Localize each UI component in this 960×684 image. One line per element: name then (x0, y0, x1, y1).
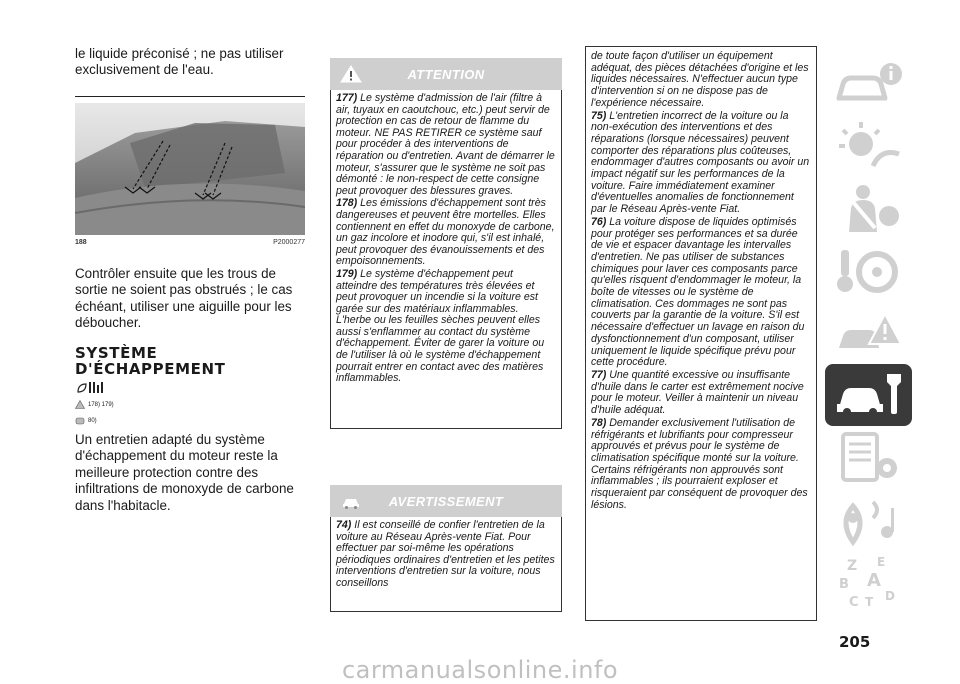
index-letter: C (849, 595, 859, 608)
tab-car-info[interactable] (825, 54, 912, 116)
avertissement-header (330, 485, 562, 517)
specifications-list-icon (833, 430, 905, 484)
figure-188 (75, 96, 305, 255)
steering-wheel-key-icon (833, 244, 905, 298)
attention-item: 179) Le système d'échappement peut atteindre des températures très élevées et peut provoquer un incendie si la voiture est garée sur des matériaux inflammables. L'herbe ou les feuilles sèches peuvent elles aussi s'enflammer au contact du système d'échappement. Éviter de garer la voiture ou de l'utiliser là où le système d'échappement pourrait entrer en contact avec des matières inflammables. (336, 267, 545, 385)
attention-header (330, 58, 562, 90)
warning-refs (75, 400, 114, 409)
tab-maintenance[interactable] (825, 364, 912, 426)
index-letter: Z (847, 558, 858, 574)
avertissement-item: 77) Une quantité excessive ou insuffisante d'huile dans le carter est extrêmement nocive pour le moteur. Veiller à maintenir un niveau d'huile adéquat. (591, 368, 804, 417)
tab-specifications[interactable] (825, 426, 912, 488)
figure-reference: P2000277 (273, 239, 305, 246)
avertissement-body (330, 517, 562, 612)
index-letter: B (839, 577, 849, 592)
car-caution-icon (75, 416, 85, 425)
heading-line-2: D'ÉCHAPPEMENT (75, 360, 226, 378)
left-column (75, 46, 305, 513)
index-letter: T (865, 595, 874, 608)
multimedia-icon (833, 492, 905, 546)
eco-icon (75, 380, 105, 396)
index-letters-icon (833, 554, 905, 608)
continued-text: de toute façon d'utiliser un équipement adéquat, des pièces détachées d'origine et les liquides nécessaires. N'effectuer aucun type d'intervention si on ne dispose pas de l'expérience nécessaire. (591, 50, 809, 109)
avertissement-item: 74) Il est conseillé de confier l'entretien de la voiture au Réseau Après-vente Fiat. Pour effectuer par soi-même les opérations périodiques ordinaires d'entretien et les petites interventions d'entretien sur la voiture, nous conseillons (336, 519, 555, 589)
seatbelt-icon (833, 182, 905, 236)
avertissement-title: AVERTISSEMENT (388, 494, 504, 509)
check-holes-text: Contrôler ensuite que les trous de sortie ne soient pas obstrués ; le cas échéant, utiliser une aiguille pour les déboucher. (75, 266, 293, 331)
avertissement-item: 75) L'entretien incorrect de la voiture ou la non-exécution des interventions et des réparations (lorsque nécessaires) peuvent comporter des réparations plus coûteuses, endommager d'autres composants ou avoir un impact négatif sur les performances de la voiture. Faire immédiatement examiner d'éventuelles anomalies de fonctionnement par le Réseau Après-vente Fiat. (591, 109, 810, 216)
index-letter: D (885, 589, 895, 603)
intro-text: le liquide préconisé ; ne pas utiliser exclusivement de l'eau. (75, 46, 284, 78)
figure-number: 188 (75, 239, 87, 246)
exhaust-maintenance-text: Un entretien adapté du système d'échappement du moteur reste la meilleure protection contre des infiltrations de monoxyde de carbone dans l'habitacle. (75, 432, 294, 513)
tab-emergency[interactable] (825, 302, 912, 364)
car-info-icon (833, 58, 905, 112)
tab-index[interactable] (825, 550, 912, 612)
warning-triangle-icon (75, 400, 85, 409)
tab-safety[interactable] (825, 178, 912, 240)
avertissement-item: 78) Demander exclusivement l'utilisation de réfrigérants et lubrifiants pour compresseur approuvés et prévus pour le système de climatisation spécifique monté sur la voiture. Certains réfrigérants non approuvés sont inflammables ; ils pourraient exploser et risqueraient par conséquent de provoquer des lésions. (591, 416, 808, 511)
tab-multimedia[interactable] (825, 488, 912, 550)
section-heading (75, 345, 225, 377)
attention-item: 177) Le système d'admission de l'air (filtre à air, tuyaux en caoutchouc, etc.) peut servir de protection en cas de retour de flamme du moteur. NE PAS RETIRER ce système sauf pour procéder à des interventions de réparation ou d'entretien. Avant de démarrer le moteur, s'assurer que le système ne soit pas démonté : le non-respect de cette consigne peut provoquer des blessures graves. (336, 92, 555, 197)
index-letter: E (877, 555, 886, 569)
watermark: carmanualsonline.info (341, 656, 619, 684)
index-letter: A (867, 570, 881, 591)
caution-refs (75, 416, 97, 425)
attention-body (330, 90, 562, 429)
dashboard-lights-icon (833, 120, 905, 174)
car-warning-icon (833, 306, 905, 360)
middle-column (330, 58, 562, 589)
attention-item: 178) Les émissions d'échappement sont très dangereuses et peuvent être mortelles. Elles contiennent en effet du monoxyde de carbone, un gaz incolore et inodore qui, s'il est inhalé, peut provoquer des évanouissements et des empoisonnements. (336, 197, 555, 268)
avertissement-box (330, 485, 562, 612)
page-number: 205 (839, 633, 871, 651)
car-hood-photo (75, 103, 305, 235)
tab-dashboard[interactable] (825, 116, 912, 178)
heading-line-1: SYSTÈME (75, 344, 158, 362)
caution-ref-numbers: 80) (88, 417, 97, 424)
tab-starting-driving[interactable] (825, 240, 912, 302)
car-wrench-icon (833, 368, 905, 422)
right-column-box (585, 46, 817, 621)
avertissement-item: 76) La voiture dispose de liquides optimisés pour protéger ses performances et sa durée de vie et espacer davantage les intervalles d'entretien. Ne pas utiliser de substances chimiques pour laver ces composants parce qu'elles risquent d'endommager le moteur, la boîte de vitesses ou le système de climatisation. Ces dommages ne sont pas couverts par la garantie de la voiture. S'il est nécessaire d'effectuer un lavage en raison du dysfonctionnement d'un composant, utiliser uniquement le liquide spécifique prévu pour cette procédure. (591, 215, 805, 369)
warning-ref-numbers: 178) 179) (88, 401, 114, 408)
attention-title: ATTENTION (407, 67, 485, 82)
